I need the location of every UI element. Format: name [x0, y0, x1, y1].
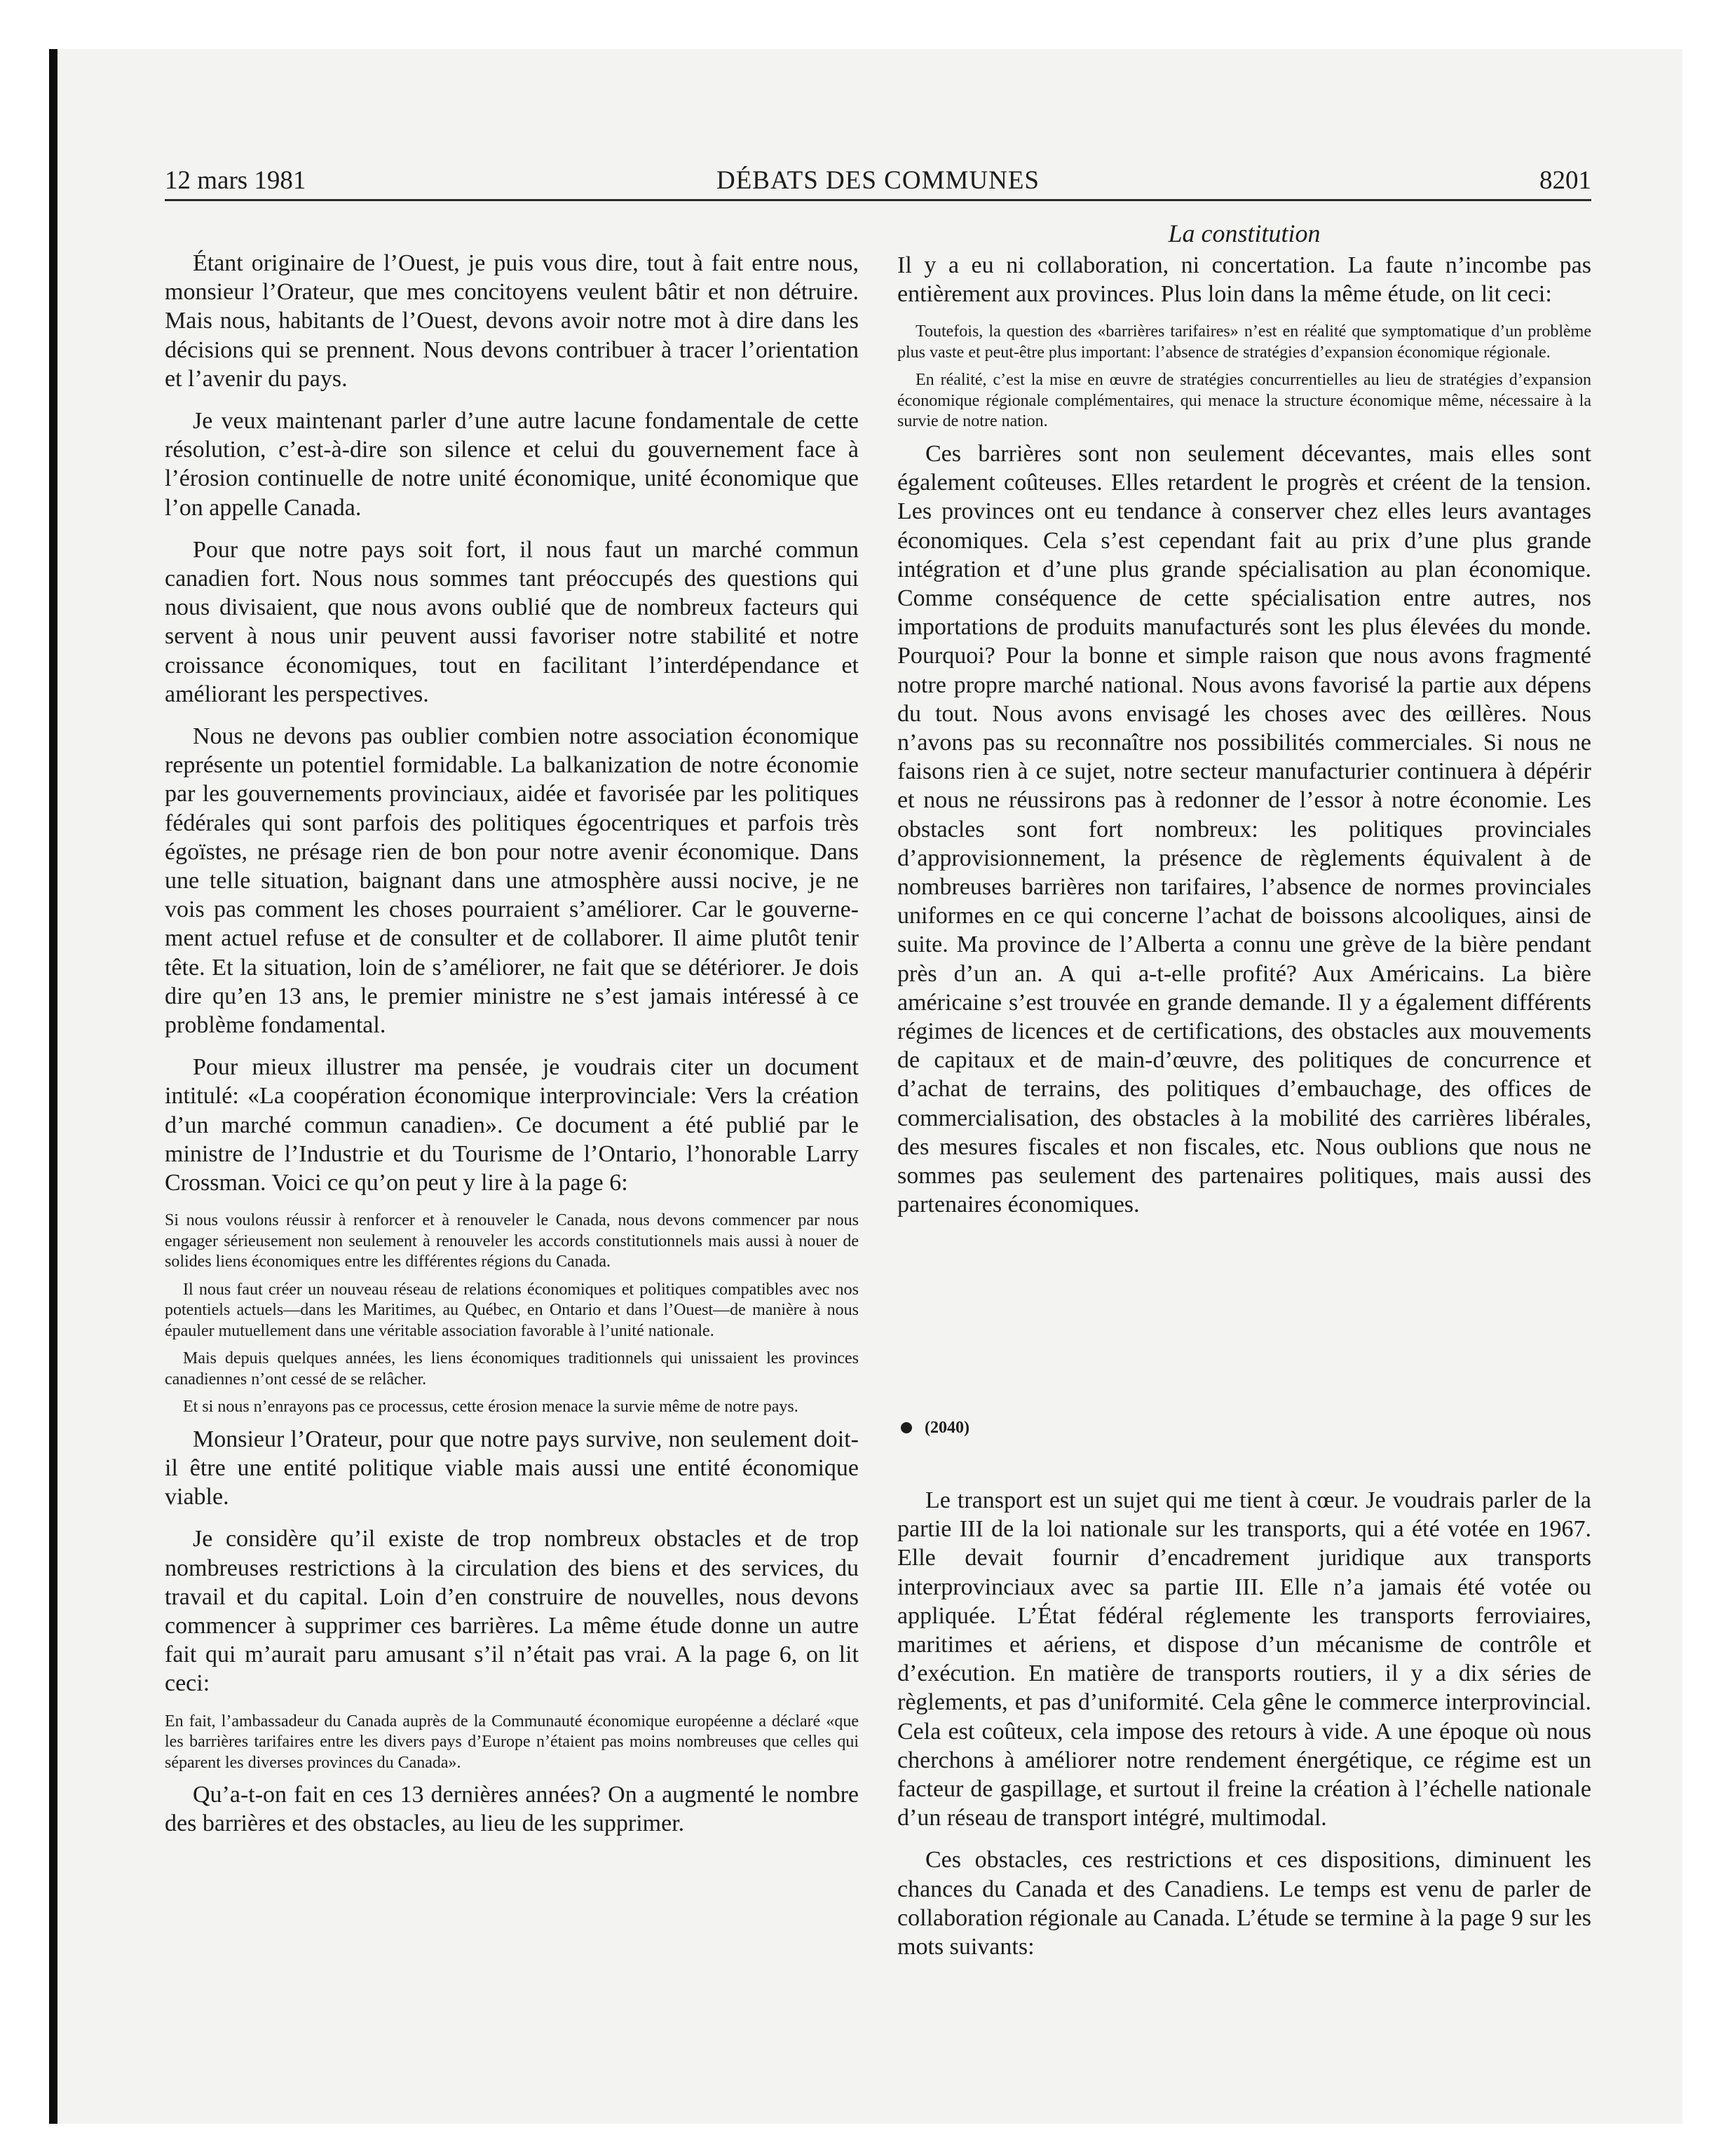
- block-quote: Si nous voulons réussir à renforcer et à renouveler le Canada, nous devons commencer par nous engager sérieusement non seulement à renouveler les accords constitutionnels mais aussi à nouer de solides liens économiques entre les différentes régions du Canada.: [165, 1211, 859, 1271]
- paragraph: Il y a eu ni collaboration, ni concertation. La faute n’incombe pas entièrement aux provinces. Plus loin dans la même étude, on lit ceci:: [897, 252, 1591, 308]
- block-quote: Toutefois, la question des «barrières tarifaires» n’est en réalité que symptomatique d’un problème plus vaste et peut-être plus important: l’absence de stratégies d’expansion économique régionale.: [897, 322, 1591, 362]
- paragraph: Pour que notre pays soit fort, il nous faut un marché commun canadien fort. Nous nous sommes tant préoccupés des questions qui nous divisaient, que nous avons oublié que de nombreux facteurs qui servent à nous unir peuvent aussi favoriser notre stabilité et notre croissance économiques, tout en facilitant l’interdépendance et améliorant les perspectives.: [165, 536, 859, 707]
- running-header: [165, 163, 1591, 199]
- right-column-bottom: [897, 1486, 1591, 1974]
- left-column: [165, 249, 859, 1852]
- block-quote: En fait, l’ambassadeur du Canada auprès de la Communauté économique européenne a déclaré «que les barrières tarifaires entre les divers pays d’Europe n’étaient pas moins nombreuses que celles qui séparent les diverses provinces du Canada».: [165, 1712, 859, 1772]
- bullet-icon: [901, 1422, 912, 1433]
- header-page-number: 8201: [1539, 166, 1591, 195]
- paragraph: Nous ne devons pas oublier combien notre association économique représente un potentiel formidable. La balkanization de notre économie par les gouvernements provinciaux, aidée et favorisée par les politiques fédérales qui sont parfois des politiques égocentriques et parfois très égoïstes, ne présage rien de bon pour notre avenir économique. Dans une telle situation, baignant dans une atmosphère aussi nocive, je ne vois pas comment les choses pourraient s’améliorer. Car le gouvernement actuel refuse et de consulter et de collaborer. Il aime plutôt tenir tête. Et la situation, loin de s’améliorer, ne fait que se détériorer. Je dois dire qu’en 13 ans, le premier ministre ne s’est jamais intéressé à ce problème fondamental.: [165, 723, 859, 1039]
- header-date: 12 mars 1981: [165, 166, 306, 195]
- paragraph: Ces barrières sont non seulement décevantes, mais elles sont également coûteuses. Elles retardent le progrès et créent de la tension. Les provinces ont eu tendance à conserver chez elles leurs avantages économiques. Cela s’est cependant fait au prix d’une plus grande intégration et d’une plus grande spécialisation au plan économique. Comme conséquence de cette spécialisation entre autres, nos importations de produits manufacturés sont les plus élevées du monde. Pourquoi? Pour la bonne et simple raison que nous avons fragmenté notre propre marché national. Nous avons favorisé la partie aux dépens du tout. Nous avons envisagé les choses avec des œillères. Nous n’avons pas su reconnaître nos possibilités commerciales. Si nous ne faisons rien à ce sujet, notre secteur manufacturier continuera à dépérir et nous ne réussirons pas à redonner de l’essor à notre économie. Les obstacles sont fort nombreux: les politiques provinciales d’approvisionnement, la présence de règlements équivalent à de nombreuses barrières non tarifaires, l’absence de normes provinciales uniformes en ce qui concerne l’achat de boissons alcooliques, ainsi de suite. Ma province de l’Alberta a connu une grève de la bière pendant près d’un an. A qui a-t-elle profité? Aux Américains. La bière américaine s’est trouvée en grande demande. Il y a également différents régimes de licences et de certifications, des obstacles aux mouvements de capitaux et de main-d’œuvre, des politiques de concurrence et d’achat de terrains, des politiques d’embauchage, des offices de commercialisation, des obstacles à la mobilité des carrières libérales, des mesures fiscales et non fiscales, etc. Nous oublions que nous ne sommes pas seulement des partenaires politiques, mais aussi des partenaires économiques.: [897, 440, 1591, 1218]
- time-marker-text: (2040): [925, 1419, 969, 1437]
- block-quote: En réalité, c’est la mise en œuvre de stratégies concurrentielles au lieu de stratégies d’expansion économique régionale complémentaires, qui menace la structure économique même, nécessaire à la survie de notre nation.: [897, 371, 1591, 431]
- paragraph: Ces obstacles, ces restrictions et ces dispositions, diminuent les chances du Canada et des Canadiens. Le temps est venu de parler de collaboration régionale au Canada. L’étude se termine à la page 9 sur les mots suivants:: [897, 1847, 1591, 1960]
- time-marker: [901, 1417, 969, 1438]
- header-publication: DÉBATS DES COMMUNES: [716, 166, 1040, 195]
- paragraph: Le transport est un sujet qui me tient à cœur. Je voudrais parler de la partie III de la loi nationale sur les transports, qui a été votée en 1967. Elle devait fournir d’encadrement juridique aux transports interprovinciaux avec sa partie III. Elle n’a jamais été votée ou appliquée. L’État fédéral réglemente les transports ferroviaires, maritimes et aériens, et dispose d’un mécanisme de contrôle et d’exécution. En matière de transports routiers, il y a dix séries de règlements, et pas d’uniformité. Cela gêne le commerce interprovincial. Cela est coûteux, cela impose des retours à vide. A une époque où nous cherchons à améliorer notre rendement énergétique, ce régime est un facteur de gaspillage, et surtout il freine la création à l’échelle nationale d’un réseau de transport intégré, multimodal.: [897, 1487, 1591, 1831]
- block-quote: Mais depuis quelques années, les liens économiques traditionnels qui unissaient les provinces canadiennes n’ont cessé de se relâcher.: [165, 1349, 859, 1389]
- block-quote: Et si nous n’enrayons pas ce processus, cette érosion menace la survie même de notre pays.: [183, 1398, 798, 1417]
- paragraph: Pour mieux illustrer ma pensée, je voudrais citer un document intitulé: «La coopération économique interprovinciale: Vers la création d’un marché commun canadien». Ce document a été publié par le ministre de l’Industrie et du Tourisme de l’Ontario, l’honorable Larry Crossman. Voici ce qu’on peut y lire à la page 6:: [165, 1054, 859, 1196]
- paragraph: Qu’a-t-on fait en ces 13 dernières années? On a augmenté le nombre des barrières et des obstacles, au lieu de les supprimer.: [165, 1782, 859, 1837]
- paragraph: Étant originaire de l’Ouest, je puis vous dire, tout à fait entre nous, monsieur l’Orateur, que mes concitoyens veulent bâtir et non détruire. Mais nous, habitants de l’Ouest, devons avoir notre mot à dire dans les décisions qui se prennent. Nous devons contribuer à tracer l’orientation et l’avenir du pays.: [165, 250, 859, 392]
- paragraph: Je considère qu’il existe de trop nombreux obstacles et de trop nombreuses restrictions à la circulation des biens et des services, du travail et du capital. Loin d’en construire de nouvelles, nous devons commencer à supprimer ces barrières. La même étude donne un autre fait qui m’aurait paru amusant s’il n’était pas vrai. A la page 6, on lit ceci:: [165, 1526, 859, 1697]
- paragraph: Je veux maintenant parler d’une autre lacune fondamentale de cette résolution, c’est-à-dire son silence et celui du gouvernement face à l’érosion continuelle de notre unité économique, unité économique que l’on appelle Canada.: [165, 408, 859, 521]
- section-rubric: La constitution: [1168, 219, 1321, 247]
- block-quote: Il nous faut créer un nouveau réseau de relations économiques et politiques compatibles avec nos potentiels actuels—dans les Maritimes, au Québec, en Ontario et dans l’Ouest—de manière à nous épauler mutuellement dans une véritable association favorable à l’unité nationale.: [165, 1280, 859, 1340]
- paragraph: Monsieur l’Orateur, pour que notre pays survive, non seulement doit-il être une entité politique viable mais aussi une entité économique viable.: [165, 1426, 859, 1510]
- header-rule: [165, 199, 1591, 201]
- right-column-top: [897, 251, 1591, 1232]
- binding-edge: [49, 49, 57, 2124]
